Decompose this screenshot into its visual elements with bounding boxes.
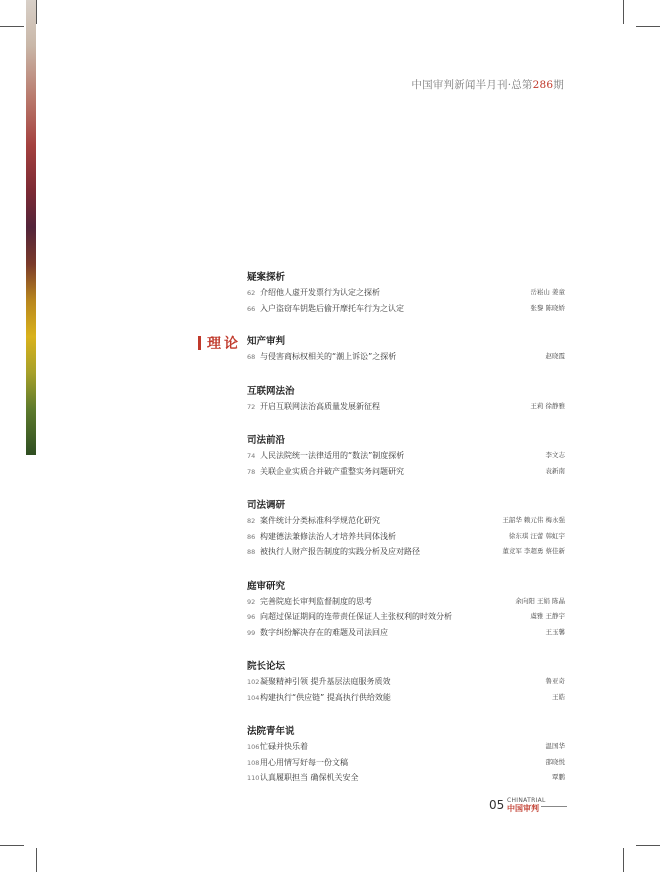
entry-page-number: 72 (247, 402, 256, 411)
entry-title: 与侵害商标权相关的“潮上诉讼”之探析 (260, 352, 397, 361)
entry-title: 案件统计分类标准科学规范化研究 (260, 516, 380, 525)
toc-section (247, 334, 565, 365)
section-title: 互联网法治 (247, 385, 295, 397)
entry-author: 袁新南 (545, 466, 565, 475)
entry-author: 温国华 (545, 742, 565, 750)
logo-english: CHINATRIAL (507, 797, 546, 804)
section-title: 知产审判 (247, 336, 286, 347)
entry-author: 张黎 陈晓娇 (530, 303, 565, 312)
toc-entry[interactable] (247, 739, 565, 755)
entry-title: 向超过保证期间的连带责任保证人主张权利的时效分析 (260, 612, 452, 621)
table-of-contents (247, 270, 565, 786)
toc-entry[interactable] (247, 349, 565, 365)
toc-entry[interactable] (247, 770, 565, 786)
toc-entry[interactable] (247, 513, 565, 529)
toc-entry[interactable] (247, 464, 565, 480)
entry-page-number: 86 (247, 532, 256, 541)
entry-author: 鲁亚奇 (545, 677, 565, 685)
category-label-text: 理论 (207, 336, 241, 352)
entry-title: 开启互联网法治高质量发展新征程 (260, 401, 380, 411)
issue-number: 286 (532, 79, 554, 91)
toc-entry[interactable] (247, 301, 565, 317)
entry-page-number: 88 (247, 548, 256, 556)
header-suffix: 期 (553, 79, 564, 91)
entry-title: 入户盗窃车钥匙后偷开摩托车行为之认定 (260, 303, 404, 313)
logo-rule (541, 806, 567, 807)
category-bar (198, 336, 201, 350)
entry-page-number: 104 (247, 693, 260, 702)
entry-author: 王玉馨 (545, 627, 565, 636)
entry-page-number: 110 (247, 774, 260, 782)
toc-entry[interactable] (247, 674, 565, 690)
entry-page-number: 68 (247, 353, 256, 361)
entry-title: 用心用情写好每一份文稿 (260, 757, 348, 767)
toc-section (247, 270, 565, 316)
crop-mark (623, 0, 624, 24)
toc-section (247, 659, 565, 705)
toc-entry[interactable] (247, 399, 565, 415)
entry-title: 完善院庭长审判监督制度的思考 (260, 596, 372, 606)
toc-entry[interactable] (247, 609, 565, 625)
running-header (411, 77, 564, 92)
toc-entry[interactable] (247, 625, 565, 641)
section-title: 庭审研究 (247, 580, 286, 592)
toc-section (247, 724, 565, 786)
logo-chinese: 中国审判 (507, 804, 539, 813)
page-number: 05 (489, 798, 505, 812)
toc-section (247, 498, 565, 560)
crop-mark (36, 0, 37, 24)
entry-page-number: 106 (247, 743, 260, 751)
entry-author: 王韶华 赖元伟 梅永强 (502, 516, 565, 524)
toc-entry[interactable] (247, 594, 565, 610)
entry-author: 董竞军 李超勇 蔡佳新 (502, 547, 565, 555)
entry-title: 数字纠纷解决存在的难题及司法回应 (260, 627, 388, 637)
entry-author: 岳崧山 姜童 (530, 288, 565, 296)
crop-mark (0, 845, 24, 846)
entry-page-number: 108 (247, 758, 260, 767)
entry-title: 介绍他人虚开发票行为认定之探析 (260, 288, 380, 297)
toc-section (247, 384, 565, 415)
section-title: 司法调研 (247, 500, 286, 511)
entry-page-number: 62 (247, 289, 256, 297)
entry-author: 余向阳 王娟 陈晶 (515, 596, 565, 605)
entry-author: 覃鹏 (552, 773, 565, 781)
section-title: 疑案探析 (247, 272, 286, 283)
crop-mark (623, 848, 624, 872)
crop-mark (0, 26, 24, 27)
toc-entry[interactable] (247, 285, 565, 301)
crop-mark (636, 26, 660, 27)
entry-title: 构建德法兼修法治人才培养共同体浅析 (260, 531, 396, 541)
entry-page-number: 66 (247, 304, 256, 313)
entry-page-number: 102 (247, 678, 260, 686)
entry-page-number: 96 (247, 613, 256, 621)
photo-strip (26, 0, 36, 455)
entry-author: 赵晓霞 (545, 352, 565, 360)
entry-page-number: 74 (247, 452, 256, 460)
entry-title: 忙碌并快乐着 (260, 742, 308, 751)
entry-author: 徐东琪 汪蕾 韩虹宇 (508, 531, 565, 540)
toc-entry[interactable] (247, 690, 565, 706)
entry-title: 凝聚精神引领 提升基层法庭服务质效 (260, 677, 391, 686)
toc-section (247, 579, 565, 641)
section-title: 司法前沿 (247, 435, 286, 446)
header-prefix: 中国审判新闻半月刊·总第 (411, 79, 533, 91)
entry-page-number: 92 (247, 597, 256, 606)
crop-mark (636, 845, 660, 846)
toc-entry[interactable] (247, 544, 565, 560)
entry-title: 人民法院统一法律适用的“数法”制度探析 (260, 451, 405, 460)
crop-mark (36, 848, 37, 872)
entry-title: 认真履职担当 确保机关安全 (260, 773, 359, 782)
magazine-logo (507, 797, 567, 817)
entry-title: 构建执行“供应链” 提高执行供给效能 (260, 692, 391, 702)
entry-author: 邵晓悦 (545, 757, 565, 766)
toc-entry[interactable] (247, 448, 565, 464)
category-label (198, 333, 241, 353)
toc-section (247, 433, 565, 479)
entry-author: 王莉 徐静雅 (530, 401, 565, 410)
entry-author: 王皓 (552, 692, 565, 701)
entry-title: 被执行人财产报告制度的实践分析及应对路径 (260, 547, 420, 556)
toc-entry[interactable] (247, 755, 565, 771)
entry-page-number: 78 (247, 467, 256, 476)
section-title: 院长论坛 (247, 661, 286, 672)
entry-author: 虞雅 王静宇 (530, 612, 565, 620)
entry-page-number: 82 (247, 517, 256, 525)
entry-title: 关联企业实质合并破产重整实务问题研究 (260, 466, 404, 476)
entry-page-number: 99 (247, 628, 256, 637)
toc-entry[interactable] (247, 529, 565, 545)
section-title: 法院青年说 (247, 726, 295, 737)
entry-author: 李文志 (545, 451, 565, 459)
